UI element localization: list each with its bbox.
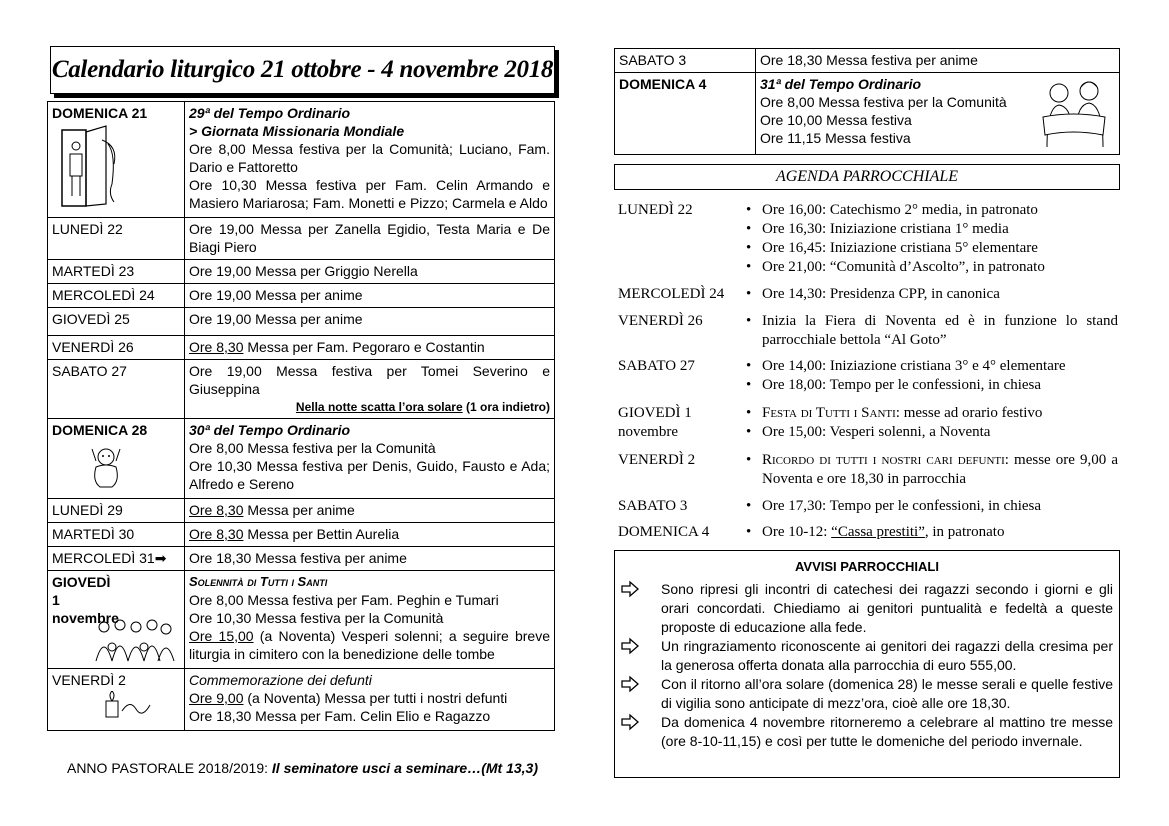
missionary-door-icon (58, 124, 122, 210)
note-text: (1 ora indietro) (462, 400, 550, 414)
table-row (48, 308, 555, 336)
agenda-item (742, 523, 1118, 542)
notice-item (615, 675, 1119, 713)
day-cell (48, 571, 185, 669)
agenda-item (742, 404, 1118, 423)
table-row (615, 73, 1120, 155)
feast-title: Festa di Tutti i Santi (762, 405, 896, 421)
agenda-item: • Ore 16,45: Iniziazione cristiana 5° elementare (742, 239, 1118, 258)
agenda-item: • Ore 17,30: Tempo per le confessioni, in chiesa (742, 497, 1118, 516)
notice-text: Con il ritorno all’ora solare (domenica 28) le messe serali e quelle festive di vigilia sono anticipate di mezz’ora, cioè alle ore 18,30. (661, 676, 1113, 711)
remembrance-title: Ricordo di tutti i nostri cari defunti (762, 452, 1005, 468)
event-line: Ore 8,00 Messa festiva per la Comunità (760, 94, 1007, 110)
day-label: SABATO 27 (52, 363, 127, 379)
footer-prefix: ANNO PASTORALE 2018/2019: (66, 760, 272, 776)
agenda-day: VENERDÌ 26 (618, 313, 703, 329)
arrow-right-icon (621, 713, 639, 731)
day-cell (48, 360, 185, 419)
event-line: Messa per Bettin Aurelia (243, 526, 400, 542)
day-cell (48, 284, 185, 308)
event-line: Ore 8,00 Messa festiva per la Comunità; Luciano, Fam. Dario e Fattoretto (189, 141, 550, 175)
event-line: Ore 8,00 Messa festiva per la Comunità (189, 440, 436, 456)
agenda-day: MERCOLEDÌ 24 (618, 286, 725, 302)
agenda-list (742, 201, 1118, 277)
agenda-list (742, 497, 1118, 516)
day-cell (48, 419, 185, 499)
day-label: MARTEDÌ 30 (52, 526, 135, 542)
candle-icon (96, 691, 156, 719)
table-row (48, 499, 555, 523)
day-cell (48, 260, 185, 284)
event-line (189, 689, 550, 707)
event-line (189, 627, 550, 663)
event-line: Ore 10,30 Messa festiva per la Comunità (189, 610, 444, 626)
events-cell (756, 73, 1120, 155)
day-label: DOMENICA 4 (619, 76, 707, 92)
day-label: MERCOLEDÌ 31➡ (52, 550, 167, 566)
events-cell (185, 260, 555, 284)
arrow-right-icon (621, 675, 639, 693)
event-text: (a Noventa) Vesperi solenni; a seguire breve liturgia in cimitero con la benedizione delle tombe (189, 628, 550, 662)
event-line: Ore 8,00 Messa festiva per Fam. Peghin e Tumari (189, 592, 499, 608)
event-line: Ore 19,00 Messa per Zanella Egidio, Testa Maria e De Biagi Piero (189, 221, 550, 255)
events-cell (185, 571, 555, 669)
day-label: LUNEDÌ 29 (52, 502, 123, 518)
event-line: Ore 19,00 Messa per Griggio Nerella (189, 263, 418, 279)
table-row (48, 669, 555, 731)
agenda-list (742, 312, 1118, 350)
table-row (48, 218, 555, 260)
agenda-item: • Inizia la Fiera di Noventa ed è in funzione lo stand parrocchiale bettola “Al Goto” (742, 312, 1118, 350)
feast-text: : messe ad orario festivo (895, 405, 1043, 421)
day-label: VENERDÌ 26 (52, 339, 134, 355)
events-cell (185, 308, 555, 336)
agenda-title: AGENDA PARROCCHIALE (775, 168, 959, 185)
events-cell (185, 499, 555, 523)
arrow-right-icon (621, 637, 639, 655)
table-row (48, 360, 555, 419)
table-row (48, 547, 555, 571)
agenda-day: SABATO 27 (618, 358, 695, 374)
agenda-item (742, 451, 1118, 489)
event-text: (a Noventa) Messa per tutti i nostri defunti (243, 690, 508, 706)
event-line: Ore 11,15 Messa festiva (760, 130, 911, 146)
events-cell (756, 49, 1120, 73)
day-label: GIOVEDÌ 25 (52, 311, 130, 327)
day-cell (48, 523, 185, 547)
day-cell (48, 547, 185, 571)
day-cell (48, 218, 185, 260)
event-line: > Giornata Missionaria Mondiale (189, 123, 405, 139)
event-line: Ore 10,30 Messa festiva per Denis, Guido, Fausto e Ada; Alfredo e Sereno (189, 458, 550, 492)
day-cell (48, 308, 185, 336)
left-calendar-table (47, 101, 555, 731)
cassa-place: , in patronato (924, 524, 1005, 540)
agenda-item: • Ore 18,00: Tempo per le confessioni, in chiesa (742, 376, 1118, 395)
table-row (48, 571, 555, 669)
notice-item (615, 713, 1119, 751)
events-cell (185, 547, 555, 571)
events-cell (185, 360, 555, 419)
day-label: DOMENICA 21 (52, 105, 148, 121)
agenda-list (742, 451, 1118, 489)
event-line: Ore 10,00 Messa festiva (760, 112, 912, 128)
agenda-item: • Ore 16,00: Catechismo 2° media, in patronato (742, 201, 1118, 220)
pastoral-year-footer (50, 760, 555, 776)
event-line: Ore 19,00 Messa per anime (189, 287, 363, 303)
day-label: VENERDÌ 2 (52, 672, 126, 688)
table-row (48, 523, 555, 547)
event-line: Commemorazione dei defunti (189, 672, 372, 688)
time-underlined: Ore 9,00 (189, 690, 244, 706)
notice-text: Un ringraziamento riconoscente ai genitori dei ragazzi della cresima per la generosa offerta donata alla parrocchia di euro 555,00. (661, 638, 1113, 673)
footer-motto: Il seminatore usci a seminare…(Mt 13,3) (271, 760, 539, 776)
notice-text: Da domenica 4 novembre ritorneremo a celebrare al mattino tre messe (ore 8-10-11,15) e così per tutte le domeniche del periodo invernale. (661, 714, 1113, 749)
cassa-time: Ore 10-12: (762, 524, 832, 540)
event-line: Solennità di Tutti i Santi (189, 574, 328, 589)
day-cell (615, 73, 756, 155)
agenda-day: DOMENICA 4 (618, 524, 710, 540)
agenda-item: • Ore 15,00: Vesperi solenni, a Noventa (742, 423, 1118, 442)
agenda-item: • Ore 16,30: Iniziazione cristiana 1° media (742, 220, 1118, 239)
event-line: Messa per anime (243, 502, 355, 518)
agenda-day: LUNEDÌ 22 (618, 202, 693, 218)
table-row (48, 260, 555, 284)
event-line: 29ª del Tempo Ordinario (189, 105, 351, 121)
day-cell (48, 102, 185, 218)
agenda-list (742, 357, 1118, 395)
agenda-day: SABATO 3 (618, 498, 688, 514)
event-line: Ore 18,30 Messa festiva per anime (189, 550, 407, 566)
right-calendar-table (614, 48, 1120, 155)
time-underlined: Ore 15,00 (189, 628, 254, 644)
events-cell (185, 102, 555, 218)
time-underlined: Ore 8,30 (189, 526, 244, 542)
events-cell (185, 523, 555, 547)
event-line: Ore 19,00 Messa festiva per Tomei Severino e Giuseppina (189, 363, 550, 397)
table-row (615, 49, 1120, 73)
events-cell (185, 419, 555, 499)
notices-title: AVVISI PARROCCHIALI (795, 559, 939, 574)
event-line: Messa per Fam. Pegoraro e Costantin (243, 339, 485, 355)
notice-item (615, 637, 1119, 675)
notices-box (614, 550, 1120, 778)
day-label: LUNEDÌ 22 (52, 221, 123, 237)
day-cell (48, 669, 185, 731)
event-line: Ore 19,00 Messa per anime (189, 311, 363, 327)
title-box (50, 46, 555, 94)
solar-time-note (189, 398, 550, 416)
agenda-day: GIOVEDÌ 1 novembre (618, 405, 692, 440)
agenda-list (742, 404, 1118, 442)
events-cell (185, 669, 555, 731)
day-label: GIOVEDÌ 1 novembre (52, 574, 119, 626)
day-cell (48, 499, 185, 523)
agenda-row (618, 201, 1120, 281)
day-label: SABATO 3 (619, 52, 687, 68)
table-row (48, 336, 555, 360)
arrow-right-icon (621, 580, 639, 598)
events-cell (185, 218, 555, 260)
events-cell (185, 284, 555, 308)
child-praying-icon (82, 441, 132, 491)
agenda-list (742, 285, 1118, 304)
page-title: Calendario liturgico 21 ottobre - 4 novembre 2018 (51, 56, 554, 83)
day-cell (48, 336, 185, 360)
note-underlined: Nella notte scatta l’ora solare (295, 400, 463, 414)
cassa-prestiti: “Cassa prestiti” (831, 524, 925, 540)
event-line: 30ª del Tempo Ordinario (189, 422, 351, 438)
events-cell (185, 336, 555, 360)
event-line: Ore 18,30 Messa festiva per anime (760, 52, 978, 68)
time-underlined: Ore 8,30 (189, 339, 244, 355)
event-line: Ore 10,30 Messa festiva per Fam. Celin Armando e Masiero Mariarosa; Fam. Monetti e Pizzo; Carmela e Aldo (189, 177, 550, 211)
agenda-item: • Ore 14,30: Presidenza CPP, in canonica (742, 285, 1118, 304)
table-row (48, 284, 555, 308)
agenda-item: • Ore 14,00: Iniziazione cristiana 3° e 4° elementare (742, 357, 1118, 376)
day-label: DOMENICA 28 (52, 422, 148, 438)
disciples-scroll-icon (1037, 77, 1111, 147)
day-label: MERCOLEDÌ 24 (52, 287, 155, 303)
table-row (48, 419, 555, 499)
agenda-list (742, 523, 1118, 542)
time-underlined: Ore 8,30 (189, 502, 244, 518)
remembrance-text: : messe ore 9,00 a Noventa e ore 18,30 in parrocchia (762, 452, 1119, 487)
notice-text: Sono ripresi gli incontri di catechesi dei ragazzi secondo i giorni e gli orari concordati. Chiediamo ai genitori puntualità e fedeltà a queste proposte di educazione alla fede. (661, 581, 1113, 635)
event-line: Ore 18,30 Messa per Fam. Celin Elio e Ragazzo (189, 708, 491, 724)
day-cell (615, 49, 756, 73)
agenda-header (614, 164, 1120, 190)
day-label: MARTEDÌ 23 (52, 263, 135, 279)
notice-item (615, 580, 1119, 637)
agenda-day: VENERDÌ 2 (618, 452, 696, 468)
event-line: 31ª del Tempo Ordinario (760, 76, 922, 92)
table-row (48, 102, 555, 218)
agenda-item: • Ore 21,00: “Comunità d’Ascolto”, in patronato (742, 258, 1118, 277)
